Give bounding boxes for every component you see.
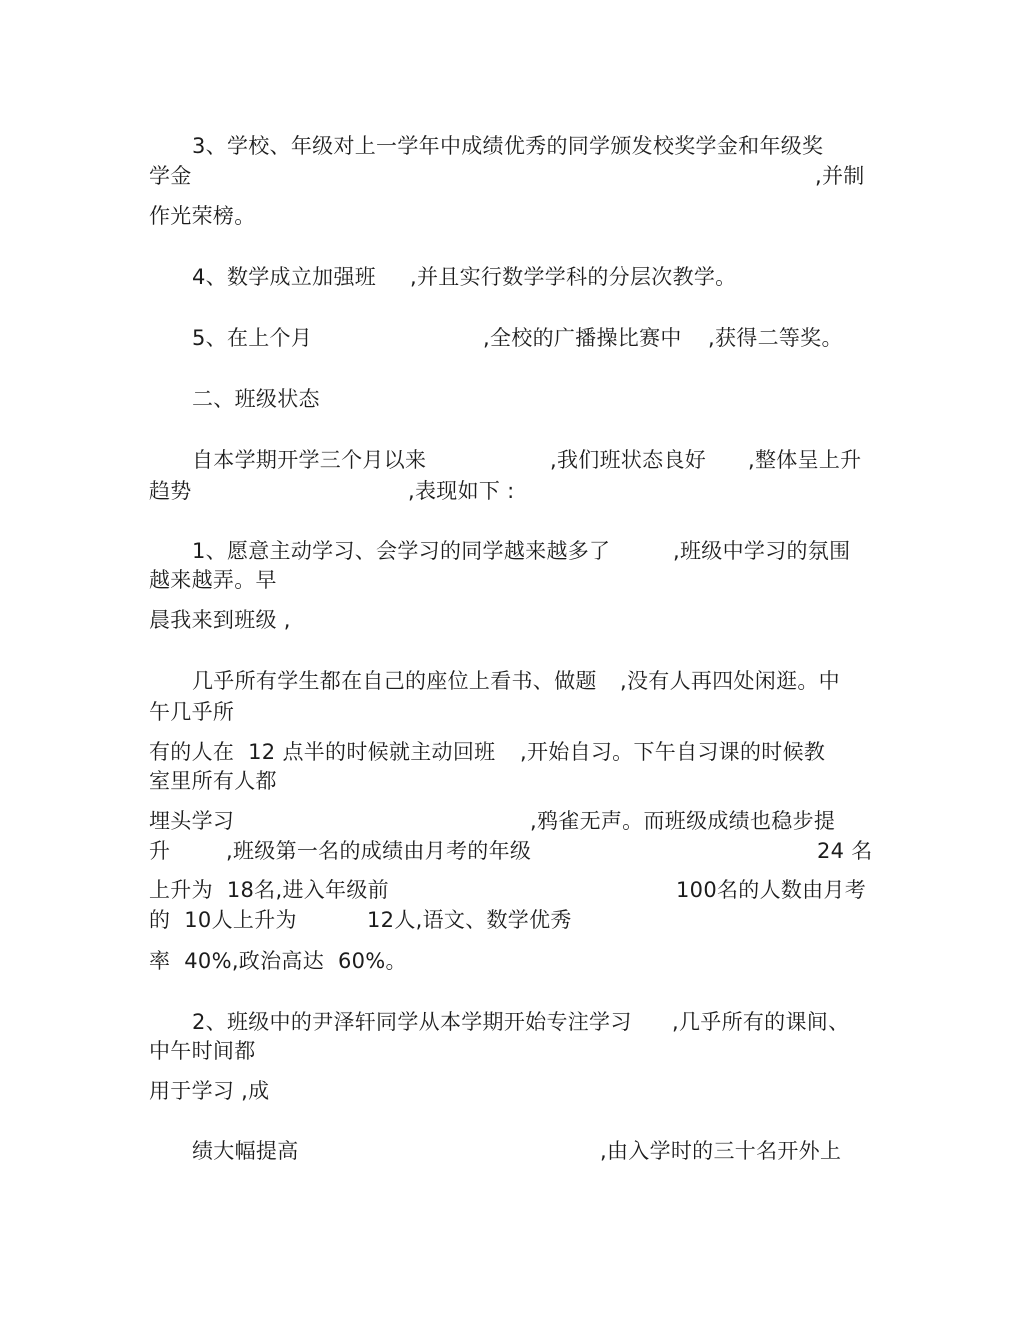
- para-5-line-1c: ,获得二等奖。: [708, 326, 843, 350]
- item-1-line-3: 晨我来到班级 ,: [149, 608, 291, 632]
- para-3-line-3: 作光荣榜。: [149, 204, 256, 228]
- para-4-line-1: 4、数学成立加强班: [192, 265, 377, 289]
- item-1-line-11b: 12人,语文、数学优秀: [367, 908, 572, 932]
- item-1-line-2: 越来越弄。早: [149, 568, 277, 592]
- item-1-line-12: 率 40%,政治高达 60%。: [149, 949, 407, 973]
- para-4-line-1b: ,并且实行数学学科的分层次教学。: [410, 265, 737, 289]
- para-3-line-2: 学金: [149, 164, 192, 188]
- item-1-line-1b: ,班级中学习的氛围: [673, 539, 851, 563]
- item-2-line-3: 用于学习 ,成: [149, 1079, 270, 1103]
- item-2-line-4b: ,由入学时的三十名开外上: [600, 1139, 842, 1163]
- item-1-line-9b: ,班级第一名的成绩由月考的年级: [226, 839, 532, 863]
- item-1-line-8b: ,鸦雀无声。而班级成绩也稳步提: [530, 809, 836, 833]
- item-1-line-9: 升: [149, 839, 171, 863]
- item-1-line-5: 午几乎所: [149, 700, 235, 724]
- item-1-line-7: 室里所有人都: [149, 769, 277, 793]
- item-1-line-9c: 24 名: [817, 839, 873, 863]
- item-2-line-4: 绩大幅提高: [192, 1139, 299, 1163]
- item-2-line-1: 2、班级中的尹泽轩同学从本学期开始专注学习: [192, 1010, 632, 1034]
- item-1-line-11: 的 10人上升为: [149, 908, 297, 932]
- para-intro-line-2b: ,表现如下 :: [408, 479, 515, 503]
- item-1-line-1: 1、愿意主动学习、会学习的同学越来越多了: [192, 539, 611, 563]
- para-5-line-1: 5、在上个月: [192, 326, 313, 350]
- para-intro-line-2: 趋势: [149, 479, 192, 503]
- para-3-line-1: 3、学校、年级对上一学年中成绩优秀的同学颁发校奖学金和年级奖: [192, 134, 824, 158]
- item-1-line-4b: ,没有人再四处闲逛。中: [620, 669, 840, 693]
- item-2-line-1b: ,几乎所有的课间、: [672, 1010, 850, 1034]
- item-1-line-4: 几乎所有学生都在自己的座位上看书、做题: [192, 669, 597, 693]
- para-intro-line-1b: ,我们班状态良好: [550, 448, 707, 472]
- item-1-line-6b: ,开始自习。下午自习课的时候教: [520, 740, 826, 764]
- item-1-line-10: 上升为 18名,进入年级前: [149, 878, 389, 902]
- item-1-line-6: 有的人在 12 点半的时候就主动回班: [149, 740, 496, 764]
- section-heading: 二、班级状态: [192, 387, 320, 411]
- para-5-line-1b: ,全校的广播操比赛中: [483, 326, 682, 350]
- item-2-line-2: 中午时间都: [149, 1039, 256, 1063]
- para-intro-line-1c: ,整体呈上升: [748, 448, 862, 472]
- item-1-line-8: 埋头学习: [149, 809, 235, 833]
- para-intro-line-1: 自本学期开学三个月以来: [192, 448, 427, 472]
- item-1-line-10b: 100名的人数由月考: [676, 878, 867, 902]
- para-3-line-2b: ,并制: [815, 164, 865, 188]
